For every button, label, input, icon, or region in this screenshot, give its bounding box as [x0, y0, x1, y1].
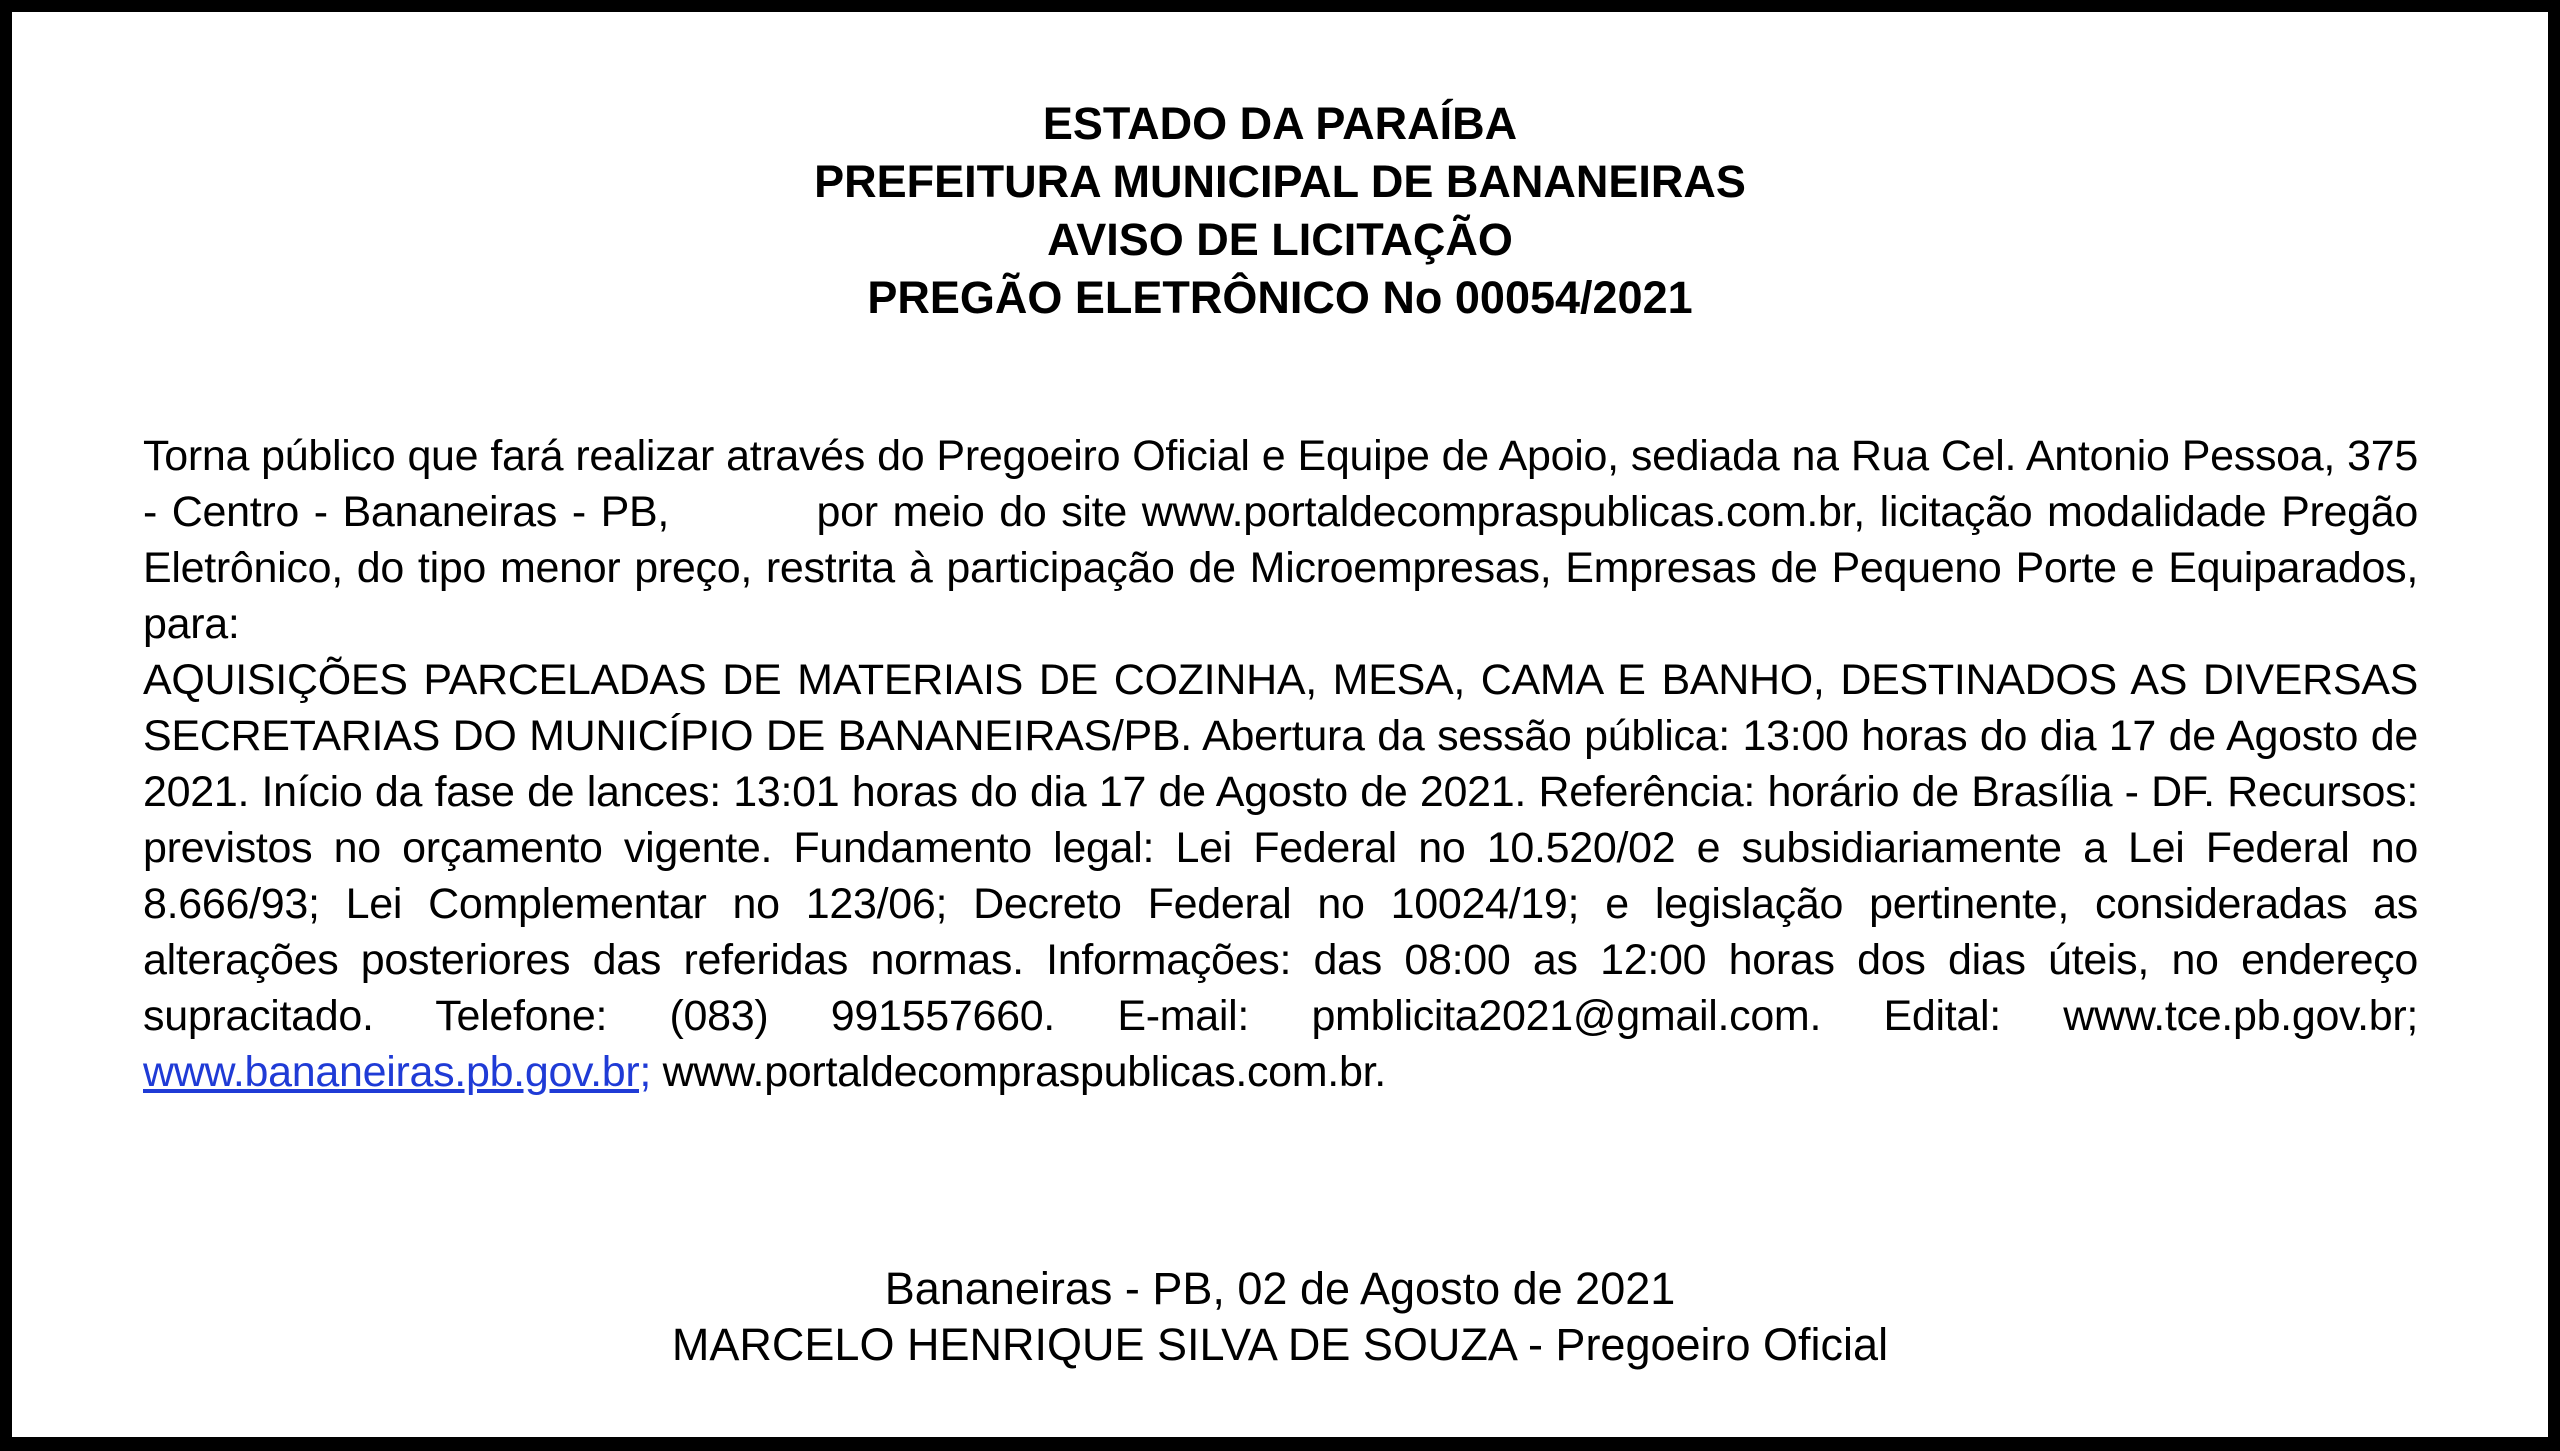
- header-notice-type: AVISO DE LICITAÇÃO: [1047, 214, 1513, 265]
- body-main: [143, 652, 2418, 1100]
- body-intro: [143, 428, 2512, 652]
- signatory: MARCELO HENRIQUE SILVA DE SOUZA - Pregoeiro Oficial: [671, 1319, 1889, 1370]
- notice-header: [0, 95, 2560, 327]
- intro-text: Torna público que fará realizar através do Pregoeiro Oficial e Equipe de Apoio, sediada na Rua Cel. Antonio Pessoa, 375 - Centro - Bananeiras - PB, por meio do site www.portaldecompraspublicas.com.br, licitação modalidade Pregão Eletrônico, do tipo menor preço, restrita à participação de Microempresas, Empresas de Pequeno Porte e Equiparados, para:: [143, 432, 2512, 648]
- notice-body: [143, 428, 2512, 1100]
- bananeiras-site-link[interactable]: www.bananeiras.pb.gov.br;: [143, 1048, 651, 1096]
- main-text: AQUISIÇÕES PARCELADAS DE MATERIAIS DE COZINHA, MESA, CAMA E BANHO, DESTINADOS AS DIVERSAS SECRETARIAS DO MUNICÍPIO DE BANANEIRAS/PB. Abertura da sessão pública: 13:00 horas do dia 17 de Agosto de 2021. Início da fase de lances: 13:01 horas do dia 17 de Agosto de 2021. Referência: horário de Brasília - DF. Recursos: previstos no orçamento vigente. Fundamento legal: Lei Federal no 10.520/02 e subsidiariamente a Lei Federal no 8.666/93; Lei Complementar no 123/06; Decreto Federal no 10024/19; e legislação pertinente, consideradas as alterações posteriores das referidas normas. Informações: das 08:00 as 12:00 horas dos dias úteis, no endereço supracitado. Telefone: (083) 991557660. E-mail: pmblicita2021@gmail.com. Edital: www.tce.pb.gov.br;: [143, 656, 2418, 1040]
- place-date: Bananeiras - PB, 02 de Agosto de 2021: [884, 1263, 1676, 1314]
- header-municipality: PREFEITURA MUNICIPAL DE BANANEIRAS: [814, 156, 1746, 207]
- notice-footer: [0, 1261, 2560, 1373]
- header-state: ESTADO DA PARAÍBA: [1042, 98, 1518, 149]
- header-auction-number: PREGÃO ELETRÔNICO No 00054/2021: [867, 272, 1693, 323]
- portal-tail-text: www.portaldecompraspublicas.com.br.: [662, 1048, 1386, 1096]
